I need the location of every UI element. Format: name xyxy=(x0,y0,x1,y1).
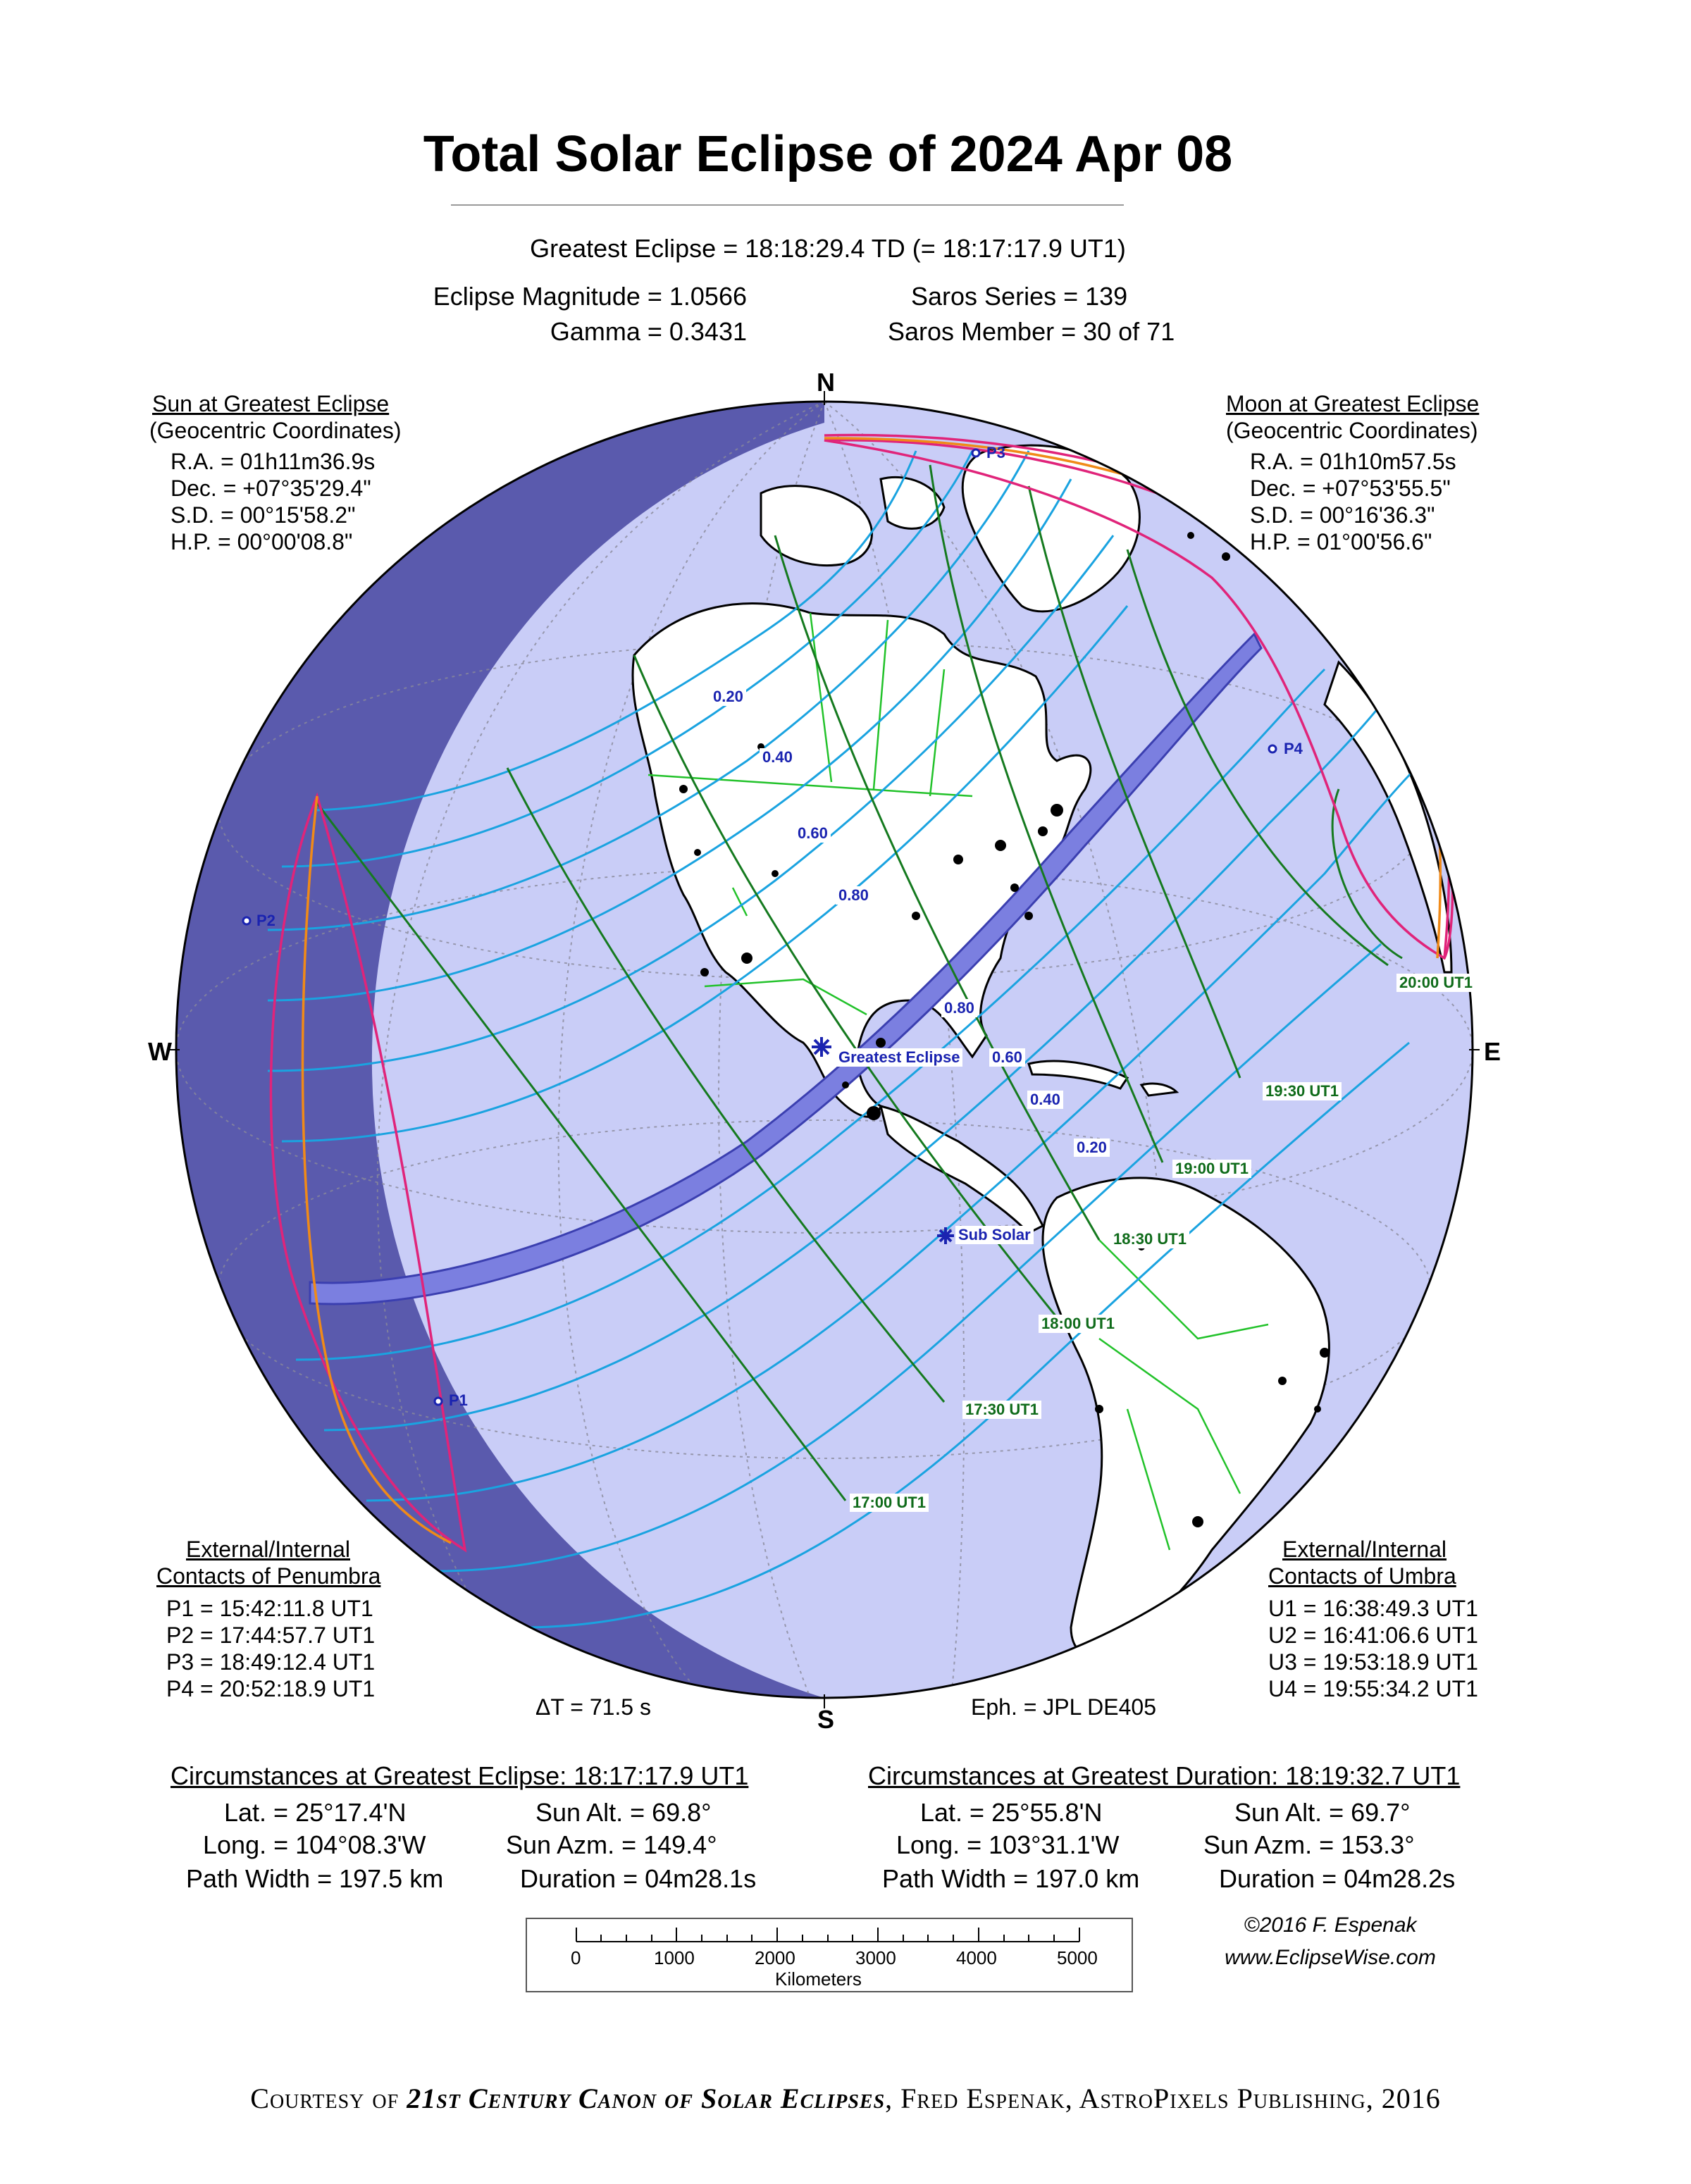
circ-greatest-eclipse-heading: Circumstances at Greatest Eclipse: 18:17:17.9 UT1 xyxy=(171,1761,749,1790)
p2-time: P2 = 17:44:57.7 UT1 xyxy=(166,1623,376,1648)
mag-label-n-080: 0.80 xyxy=(836,886,872,905)
moon-dec: Dec. = +07°53'55.5" xyxy=(1250,476,1451,501)
mag-label-s-060: 0.60 xyxy=(989,1048,1025,1067)
time-label-1800: 18:00 UT1 xyxy=(1039,1315,1117,1333)
gd-long: Long. = 103°31.1'W xyxy=(896,1830,1120,1859)
courtesy-footer xyxy=(0,2082,1691,2115)
scale-tick-1000: 1000 xyxy=(654,1947,695,1968)
time-label-1900: 19:00 UT1 xyxy=(1172,1160,1251,1178)
time-label-1700: 17:00 UT1 xyxy=(850,1494,929,1512)
compass-north: N xyxy=(817,368,835,397)
scale-tick-5000: 5000 xyxy=(1057,1947,1098,1968)
u2-time: U2 = 16:41:06.6 UT1 xyxy=(1268,1623,1478,1648)
footer-suffix: , Fred Espenak, AstroPixels Publishing, 2016 xyxy=(885,2083,1441,2114)
scale-unit: Kilometers xyxy=(775,1968,862,1990)
gd-path-width: Path Width = 197.0 km xyxy=(882,1864,1140,1893)
time-label-1830: 18:30 UT1 xyxy=(1110,1230,1189,1248)
penumbra-heading-1: External/Internal xyxy=(186,1537,351,1562)
time-label-1730: 17:30 UT1 xyxy=(962,1401,1041,1419)
sun-ra: R.A. = 01h11m36.9s xyxy=(171,449,376,474)
scale-tick-2000: 2000 xyxy=(755,1947,795,1968)
saros-member: Saros Member = 30 of 71 xyxy=(888,317,1175,346)
copyright: ©2016 F. Espenak xyxy=(1244,1913,1417,1937)
u4-time: U4 = 19:55:34.2 UT1 xyxy=(1268,1676,1478,1701)
mag-label-s-080: 0.80 xyxy=(941,999,977,1017)
footer-prefix: Courtesy of xyxy=(250,2083,407,2114)
circ-greatest-duration-heading: Circumstances at Greatest Duration: 18:19:32.7 UT1 xyxy=(868,1761,1461,1790)
gd-duration: Duration = 04m28.2s xyxy=(1219,1864,1456,1893)
sun-subheading: (Geocentric Coordinates) xyxy=(149,418,402,443)
penumbra-heading-2: Contacts of Penumbra xyxy=(156,1563,381,1589)
mag-label-n-060: 0.60 xyxy=(795,824,831,843)
sun-heading: Sun at Greatest Eclipse xyxy=(152,391,390,416)
footer-book: 21st Century Canon of Solar Eclipses xyxy=(407,2083,886,2114)
ge-path-width: Path Width = 197.5 km xyxy=(186,1864,444,1893)
gd-sun-azm: Sun Azm. = 153.3° xyxy=(1203,1830,1415,1859)
gamma: Gamma = 0.3431 xyxy=(550,317,747,346)
p3-label: P3 xyxy=(986,444,1005,461)
u3-time: U3 = 19:53:18.9 UT1 xyxy=(1268,1649,1478,1675)
compass-east: E xyxy=(1484,1037,1501,1066)
compass-west: W xyxy=(148,1037,172,1066)
p1-point xyxy=(435,1398,442,1405)
ge-long: Long. = 104°08.3'W xyxy=(203,1830,426,1859)
penumbra-contacts xyxy=(156,1536,380,1702)
sun-hp: H.P. = 00°00'08.8" xyxy=(171,529,353,554)
moon-hp: H.P. = 01°00'56.6" xyxy=(1250,529,1432,554)
sub-solar-label: Sub Solar xyxy=(955,1226,1034,1244)
eclipse-magnitude: Eclipse Magnitude = 1.0566 xyxy=(433,282,747,311)
compass-south: S xyxy=(817,1705,835,1734)
ge-sun-azm: Sun Azm. = 149.4° xyxy=(506,1830,717,1859)
umbra-heading-2: Contacts of Umbra xyxy=(1268,1563,1456,1589)
scale-tick-0: 0 xyxy=(571,1947,581,1968)
mag-label-n-020: 0.20 xyxy=(710,688,746,706)
mag-label-n-040: 0.40 xyxy=(760,748,795,767)
greatest-eclipse-marker xyxy=(812,1037,831,1057)
scale-tick-3000: 3000 xyxy=(855,1947,896,1968)
saros-series: Saros Series = 139 xyxy=(911,282,1128,311)
delta-t: ΔT = 71.5 s xyxy=(535,1694,651,1720)
moon-ra: R.A. = 01h10m57.5s xyxy=(1250,449,1456,474)
greatest-eclipse-label: Greatest Eclipse xyxy=(836,1048,962,1067)
p4-label: P4 xyxy=(1284,740,1303,757)
time-label-1930: 19:30 UT1 xyxy=(1263,1082,1342,1100)
time-label-2000: 20:00 UT1 xyxy=(1396,974,1475,992)
greatest-eclipse-time: Greatest Eclipse = 18:18:29.4 TD (= 18:17:17.9 UT1) xyxy=(530,234,1126,263)
sun-dec: Dec. = +07°35'29.4" xyxy=(171,476,371,501)
moon-subheading: (Geocentric Coordinates) xyxy=(1226,418,1478,443)
umbra-contacts xyxy=(1268,1536,1478,1702)
p3-time: P3 = 18:49:12.4 UT1 xyxy=(166,1649,376,1675)
p3-point xyxy=(972,449,979,457)
p2-label: P2 xyxy=(256,912,275,929)
ge-lat: Lat. = 25°17.4'N xyxy=(224,1798,407,1827)
website: www.EclipseWise.com xyxy=(1225,1946,1436,1969)
moon-sd: S.D. = 00°16'36.3" xyxy=(1250,502,1435,528)
gd-sun-alt: Sun Alt. = 69.7° xyxy=(1234,1798,1411,1827)
scale-tick-4000: 4000 xyxy=(956,1947,997,1968)
page-title: Total Solar Eclipse of 2024 Apr 08 xyxy=(423,126,1233,182)
ge-duration: Duration = 04m28.1s xyxy=(520,1864,757,1893)
ge-sun-alt: Sun Alt. = 69.8° xyxy=(535,1798,712,1827)
gd-lat: Lat. = 25°55.8'N xyxy=(920,1798,1103,1827)
umbra-heading-1: External/Internal xyxy=(1282,1537,1447,1562)
mag-label-s-040: 0.40 xyxy=(1027,1091,1063,1109)
p4-time: P4 = 20:52:18.9 UT1 xyxy=(166,1676,376,1701)
moon-heading: Moon at Greatest Eclipse xyxy=(1226,391,1480,416)
p2-point xyxy=(243,917,250,924)
sun-sd: S.D. = 00°15'58.2" xyxy=(171,502,356,528)
p1-label: P1 xyxy=(449,1391,468,1409)
mag-label-s-020: 0.20 xyxy=(1074,1138,1110,1157)
p1-time: P1 = 15:42:11.8 UT1 xyxy=(166,1596,373,1621)
p4-point xyxy=(1269,745,1276,752)
u1-time: U1 = 16:38:49.3 UT1 xyxy=(1268,1596,1478,1621)
ephemeris: Eph. = JPL DE405 xyxy=(971,1694,1156,1720)
